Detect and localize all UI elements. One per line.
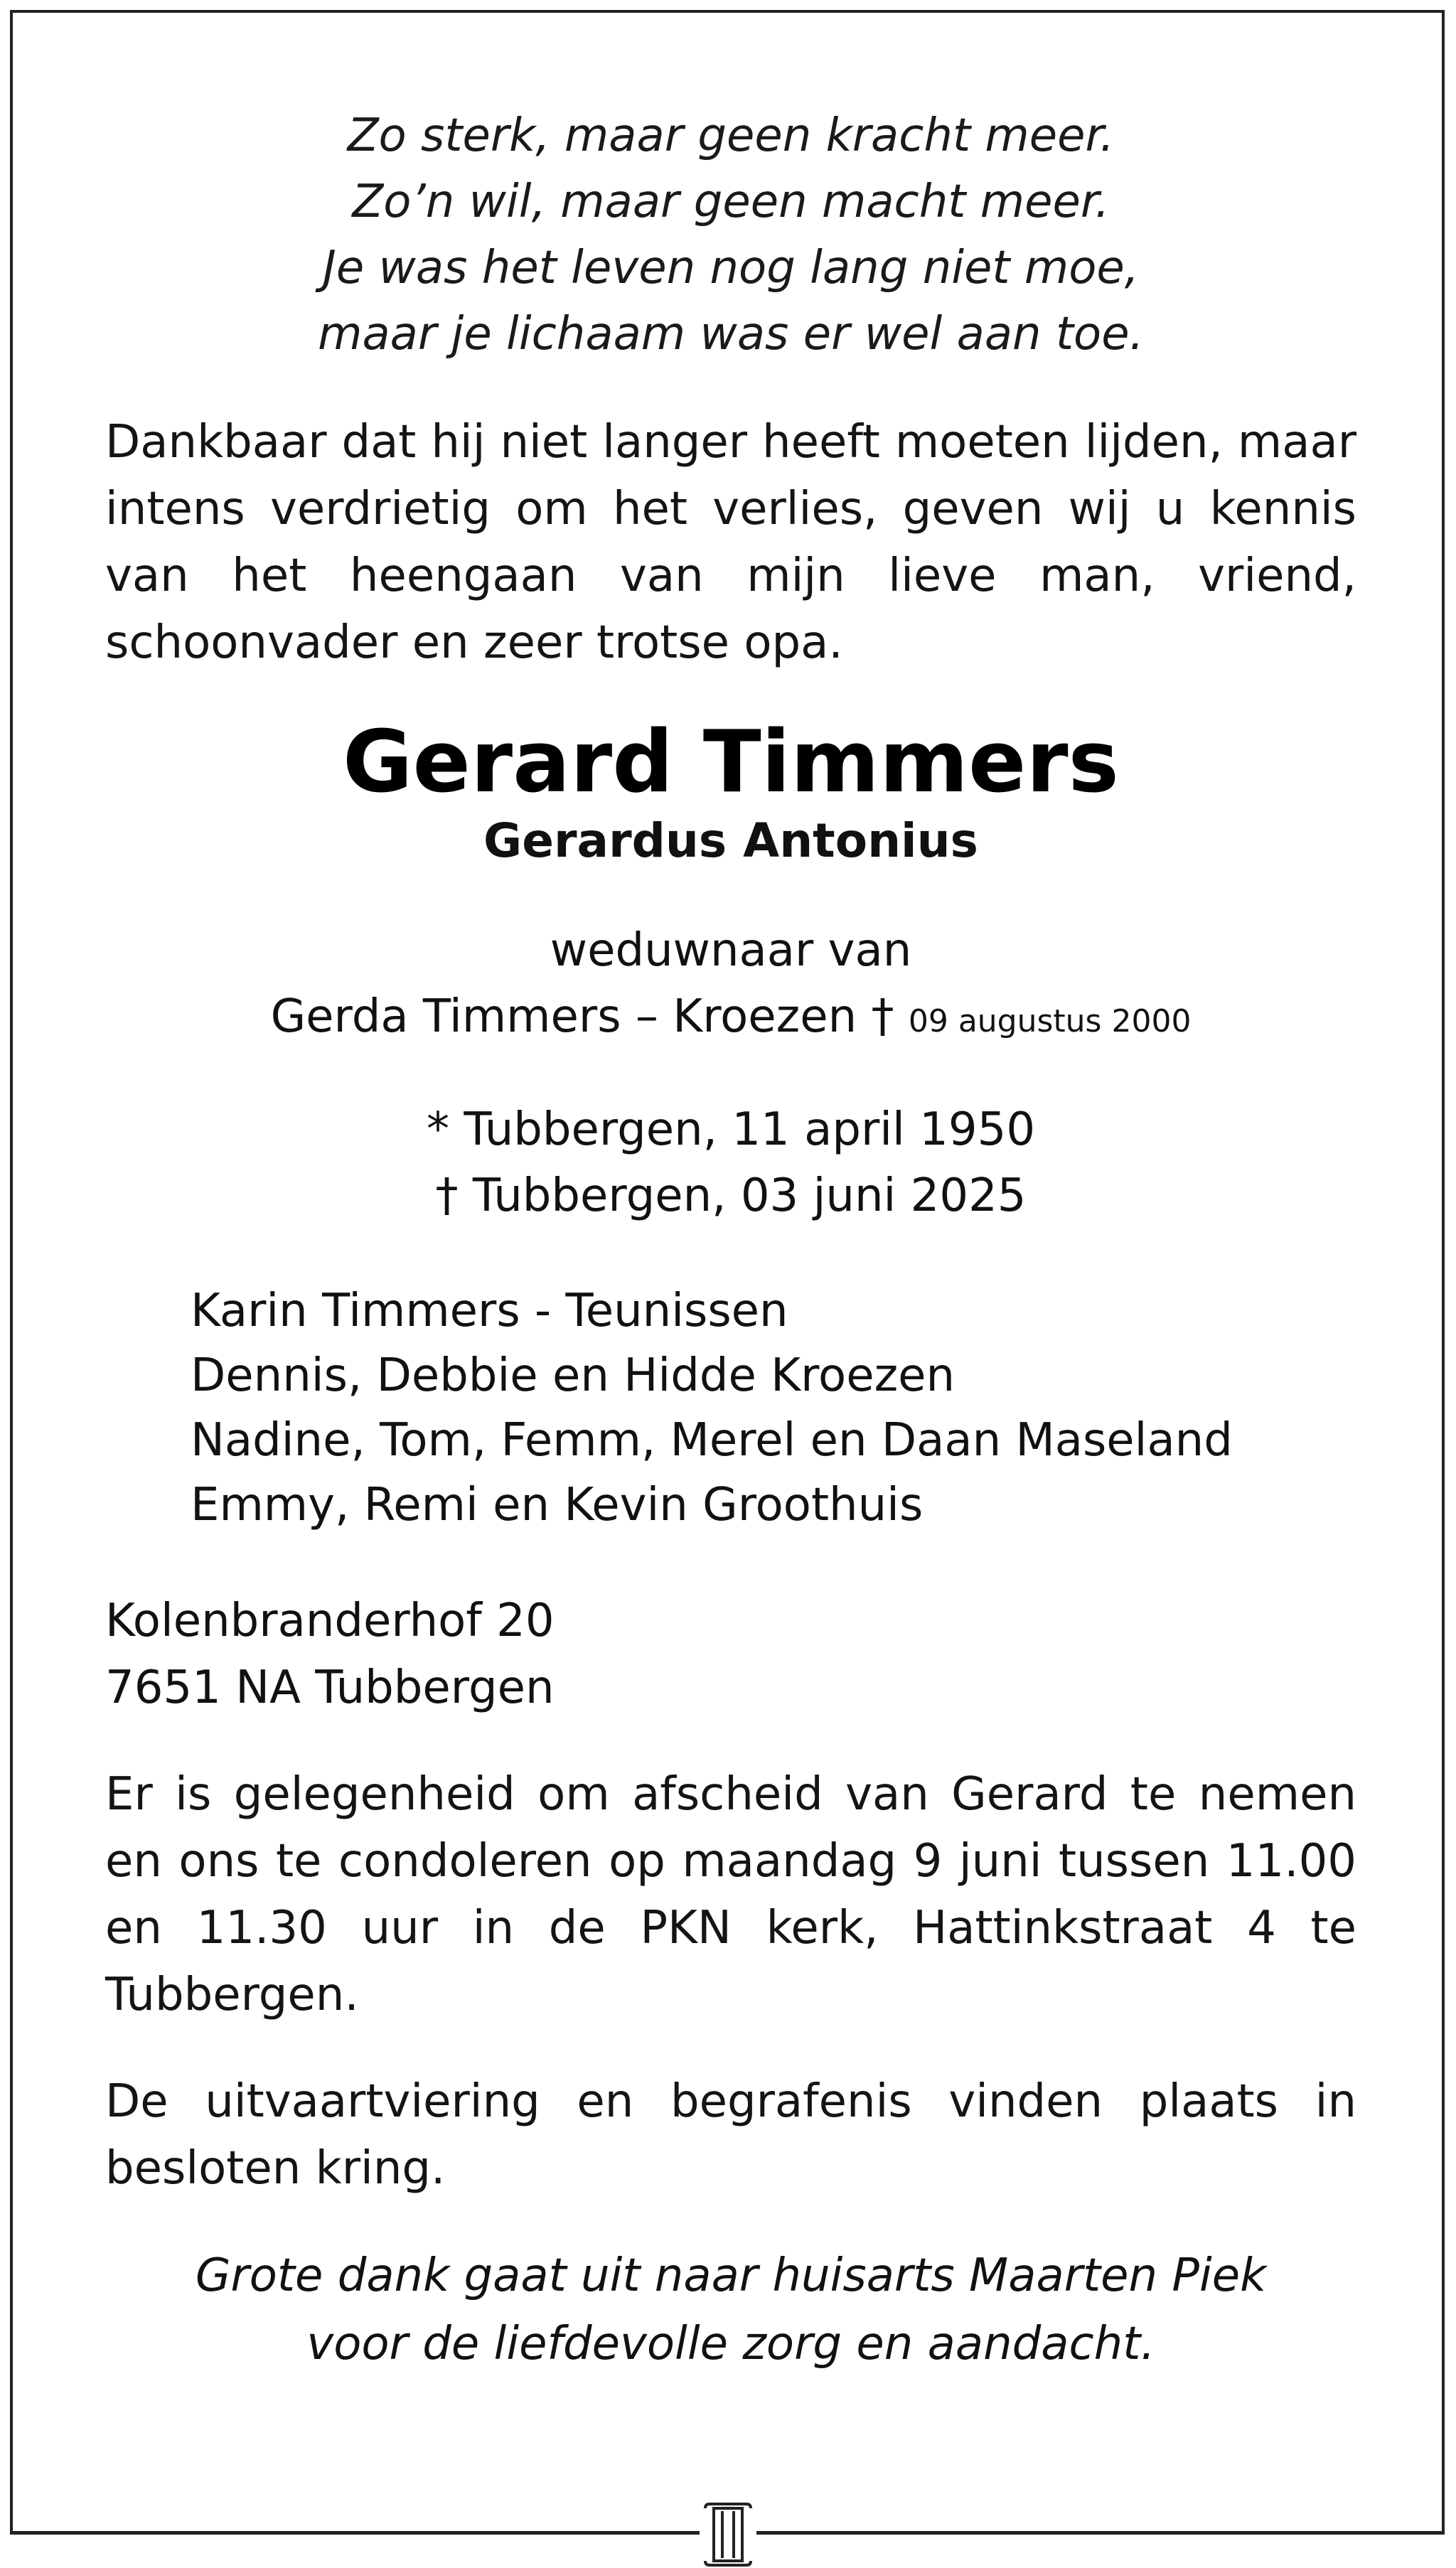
spouse-label: weduwnaar van [550,924,912,977]
frame-bottom-left-line [10,2531,700,2535]
birth-line: * Tubbergen, 11 april 1950 [426,1103,1036,1156]
announcement-content [105,103,1356,2378]
condolence-text: Er is gelegenheid om afscheid van Gerard te nemen en ons te condoleren op maandag 9 juni tussen 11.00 en 11.30 uur in de PKN kerk, Hattinkstraat 4 te Tubbergen. [105,1768,1356,2021]
funeral-text: De uitvaartviering en begrafenis vinden plaats in besloten kring. [105,2075,1356,2195]
address-street: Kolenbranderhof 20 [105,1595,555,1647]
deceased-full-name: Gerardus Antonius [483,813,978,868]
poem-line: maar je lichaam was er wel aan toe. [318,308,1144,360]
thanks-line: Grote dank gaat uit naar huisarts Maarten Piek [195,2249,1267,2302]
poem-line: Zo sterk, maar geen kracht meer. [347,109,1115,162]
family-member: Dennis, Debbie en Hidde Kroezen [191,1349,956,1402]
family-member: Emmy, Remi en Kevin Groothuis [191,1479,924,1531]
spouse-line [105,984,1356,1054]
thanks-text [105,2242,1356,2378]
ornament-icon [700,2501,756,2568]
spouse-death-date: 09 augustus 2000 [908,1003,1192,1039]
spouse-name: Gerda Timmers – Kroezen † [270,990,894,1043]
deceased-name: Gerard Timmers [343,713,1119,812]
poem-line: Je was het leven nog lang niet moe, [322,242,1140,294]
death-line: † Tubbergen, 03 juni 2025 [435,1170,1027,1222]
frame-bottom-right-line [756,2531,1445,2535]
address [105,1588,1356,1721]
thanks-line: voor de liefdevolle zorg en aandacht. [306,2318,1155,2370]
family-list [191,1279,1356,1538]
family-member: Nadine, Tom, Femm, Merel en Daan Maseland [191,1414,1233,1467]
intro-text: Dankbaar dat hij niet langer heeft moeten lijden, maar intens verdrietig om het verlies, geven wij u kennis van het heengaan van mijn lieve man, vriend, schoonvader en zeer trotse opa. [105,416,1356,669]
family-member: Karin Timmers - Teunissen [191,1285,788,1337]
poem [105,103,1356,368]
poem-line: Zo’n wil, maar geen macht meer. [352,176,1110,228]
address-city: 7651 NA Tubbergen [105,1662,555,1714]
